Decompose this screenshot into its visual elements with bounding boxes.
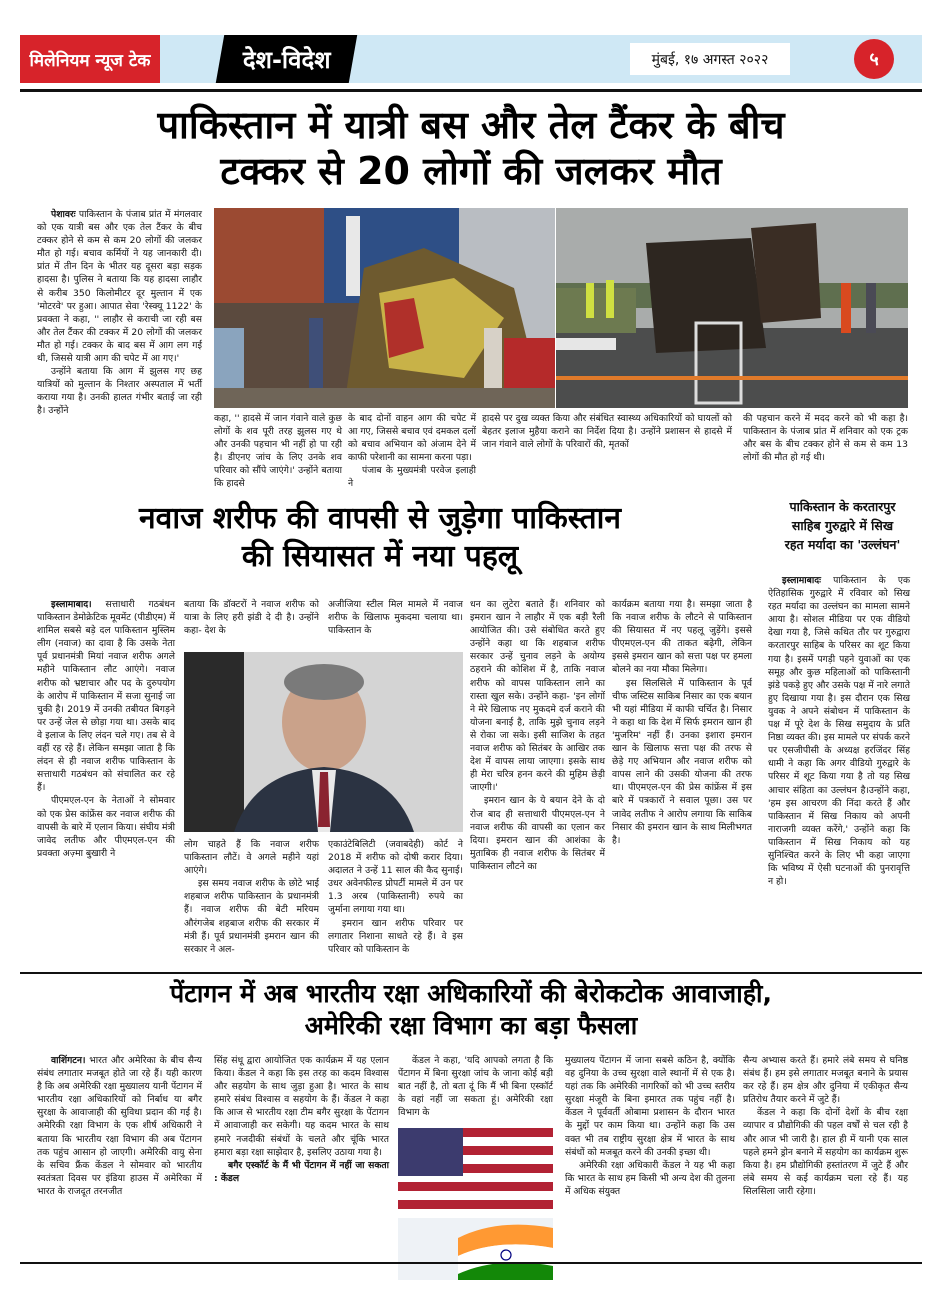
paragraph: मुख्यालय पेंटागन में जाना सबसे कठिन है, क्योंकि वह दुनिया के उच्च सुरक्षा वाले स्थानों में से एक है। यहां तक कि अमेरिकी नागरिकों को भी उच्च स्तरीय सुरक्षा मंजूरी के बिना इमारत तक पहुंच नहीं है। केंडल ने पूर्ववर्ती ओबामा प्रशासन के दौरान भारत के मुद्दों पर काम किया था। उन्होंने कहा कि उस वक्त भी तब राष्ट्रीय सुरक्षा क्षेत्र में भारत के साथ संबंधों को मजबूत करने की उनकी इच्छा थी। (565, 1055, 735, 1158)
story3-headline (760, 497, 925, 554)
headline-line: की सियासत में नया पहलू (241, 539, 519, 574)
story2-column-1 (37, 598, 175, 860)
paragraph: केंडल ने कहा, 'यदि आपको लगता है कि पेंटागन में बिना सुरक्षा जांच के जाना कोई बड़ी बात नहीं है, तो बता दूं कि मैं भी बिना एस्कॉर्ट के वहां नहीं जा सकता हूं। अमेरिकी रक्षा विभाग के (398, 1055, 553, 1119)
crashed-bus-image (214, 208, 555, 408)
headline-line: टक्कर से 20 लोगों की जलकर मौत (220, 149, 722, 194)
paragraph: सत्ताधारी गठबंधन पाकिस्तान डेमोक्रेटिक मूवमेंट (पीडीएम) में शामिल सबसे बड़े दल पाकिस्तान मुस्लिम लीग (नवाज) का दावा है कि उसके नेता पूर्व प्रधानमंत्री मियां नवाज शरीफ अगले महीने पाकिस्तान लौट आएंगे। नवाज शरीफ को भ्रष्टाचार और पद के दुरुपयोग के आरोप में पाकिस्तान में सजा सुनाई जा चुकी है। 2019 में उनकी तबीयत बिगड़ने पर उन्हें जेल से छोड़ा गया था। उसके बाद वे इलाज के लिए लंदन चले गए। तब से वे वहीं रह रहे हैं। लेकिन समझा जाता है कि लंदन से ही नवाज शरीफ पाकिस्तान के सत्ताधारी गठबंधन को संचालित कर रहे हैं। (37, 599, 175, 794)
section-divider (20, 972, 922, 974)
dateline: पेशावरः (51, 209, 76, 220)
dateline: वाशिंगटन। (51, 1055, 86, 1066)
subheading: बगैर एस्कॉर्ट के मैं भी पेंटागन में नहीं जा सकता : केंडल (214, 1159, 389, 1184)
paragraph: धन का लुटेरा बताते हैं। शनिवार को इमरान खान ने लाहौर में एक बड़ी रैली आयोजित की। उसे संबोधित करते हुए उन्होंने कहा था कि शहबाज शरीफ सरकार उन्हें चुनाव लड़ने के अयोग्य ठहराने की कोशिश में है, ताकि नवाज शरीफ को वापस पाकिस्तान लाने का रास्ता खुल सके। उन्होंने कहा- 'इन लोगों ने मेरे खिलाफ नए मुकदमे दर्ज कराने की योजना बनाई है, ताकि मुझे चुनाव लड़ने से रोका जा सके। इसी साजिश के तहत नवाज शरीफ को सितंबर के आखिर तक देश में वापस लाया जाएगा। इसके साथ ही मेरा चरित्र हनन करने की मुहिम छेड़ी जाएगी।' (470, 599, 605, 794)
headline-line: नवाज शरीफ की वापसी से जुड़ेगा पाकिस्तान (138, 501, 621, 536)
section-title (216, 35, 357, 83)
story4-column-3 (398, 1054, 553, 1119)
story4-photo (398, 1128, 553, 1280)
headline-line: रहत मर्यादा का 'उल्लंघन' (784, 537, 901, 552)
paragraph: इमरान खान शरीफ परिवार पर लगातार निशाना साधते रहे हैं। वे इस परिवार को पाकिस्तान के (328, 917, 463, 955)
story2-column-3-bottom (328, 838, 463, 956)
paragraph: भारत और अमेरिका के बीच सैन्य संबंध लगातार मजबूत होते जा रहे हैं। यही कारण है कि अब अमेरिकी रक्षा मुख्यालय यानी पेंटागन में भारतीय रक्षा अधिकारियों को निर्बाध या बगैर सुरक्षा के आवाजाही की सुविधा प्रदान की गई है। अमेरिकी रक्षा विभाग के एक शीर्ष अधिकारी ने बताया कि भारतीय रक्षा विभाग की अब पेंटागन तक पहुंच आसान हो जाएगी। अमेरिकी वायु सेना के सचिव फ्रैंक केंडल ने सोमवार को भारतीय स्वतंत्रता दिवस पर इंडिया हाउस में अमेरिका में भारत के राजदूत तरनजीत (37, 1055, 202, 1197)
paragraph: पाकिस्तान के एक ऐतिहासिक गुरुद्वारे में रविवार को सिख रहत मर्यादा का उल्लंघन का मामला सामने आया है। सोशल मीडिया पर एक वीडियो देखा गया है, जिसे कथित तौर पर गुरुद्वारा करतारपुर साहिब के परिसर का शूट किया गया है। इसमें पगड़ी पहने युवाओं का एक समूह और कुछ महिलाओं को पाकिस्तानी झंडे पकड़े हुए और उसके पक्ष में नारे लगाते हुए दिखाया गया है। इस दौरान एक सिख युवक ने अपने संबोधन में पाकिस्तान के पक्ष में पूरे देश के सिख समुदाय के प्रति निष्ठा व्यक्त की। इस मामले पर संपर्क करने पर एसजीपीसी के अध्यक्ष हरजिंदर सिंह धामी ने कहा कि अगर वीडियो गुरुद्वारे के परिसर में शूट किया गया है तो यह सिख आचार संहिता का उल्लंघन है।उन्होंने कहा, 'हम इस आचरण की निंदा करते हैं और पाकिस्तान में सिख निकाय को अपनी नाराजगी व्यक्त करेंगे,' उन्होंने कहा कि पाकिस्तान में सिख निकाय को यह सुनिश्चित करने के लिए भी कहा जाएगा कि भविष्य में ऐसी घटनाओं की पुनरावृत्ति न हो। (768, 575, 911, 888)
paragraph: बताया कि डॉक्टरों ने नवाज शरीफ को यात्रा के लिए हरी झंडी दे दी है। उन्होंने कहा- देश के (184, 599, 319, 637)
story1-headline (20, 102, 922, 195)
headline-line: पेंटागन में अब भारतीय रक्षा अधिकारियों की बेरोकटोक आवाजाही, (170, 979, 772, 1008)
story1-photo-burnt (556, 208, 908, 408)
story4-column-1 (37, 1054, 202, 1198)
story2-column-4 (470, 598, 605, 873)
paragraph: सैन्य अभ्यास करते हैं। हमारे लंबे समय से घनिष्ठ संबंध हैं। हम इसे लगातार मजबूत बनाने के प्रयास कर रहे हैं। हम क्षेत्र और दुनिया में एकीकृत सैन्य प्रतिरोध तैयार करने में जुटे हैं। (743, 1055, 908, 1106)
paragraph: केंडल ने कहा कि दोनों देशों के बीच रक्षा व्यापार व प्रौद्योगिकी की पहल वर्षों से चल रही है और आज भी जारी है। हाल ही में यानी एक साल पहले हमने ड्रोन बनाने में सहयोग का कार्यक्रम शुरू किया है। हम प्रौद्योगिकी हस्तांतरण में जुटे हैं और लंबे समय से कई कार्यक्रम चला रहे हैं। यह सिलसिला जारी रहेगा। (743, 1107, 908, 1197)
paragraph: कहा, '' हादसे में जान गंवाने वाले कुछ लोगों के शव पूरी तरह झुलस गए थे और उनकी पहचान भी नहीं हो पा रही है। डीएनए जांच के लिए उनके शव परिवार को सौंपे जाएंगे।' उन्होंने बताया कि हादसे (214, 413, 342, 490)
paragraph: की पहचान करने में मदद करने को भी कहा है। पाकिस्तान के पंजाब प्रांत में शनिवार को एक ट्रक और बस के बीच टक्कर होने से कम से कम 13 लोगों की मौत हो गई थी। (743, 413, 908, 464)
paragraph: सिंह संधू द्वारा आयोजित एक कार्यक्रम में यह एलान किया। केंडल ने कहा कि इस तरह का कदम विश्वास और सहयोग के साथ जुड़ा हुआ है। भारत के साथ हमारे संबंध विश्वास व सहयोग के हैं। केंडल ने कहा कि आज से भारतीय रक्षा टीम बगैर सुरक्षा के पेंटागन में आवाजाही कर सकेगी। यह कदम भारत के साथ हमारे नजदीकी संबंधों के चलते और चूंकि भारत हमारा बड़ा रक्षा साझेदार है, इसलिए उठाया गया है। (214, 1055, 389, 1158)
paragraph: पाकिस्तान के पंजाब प्रांत में मंगलवार को एक यात्री बस और एक तेल टैंकर के बीच टक्कर होने से कम से कम 20 लोगों की जलकर मौत हो गई। बचाव कर्मियों ने यह जानकारी दी। प्रांत में तीन दिन के भीतर यह दूसरा बड़ा सड़क हादसा है। पुलिस ने बताया कि यह हादसा लाहौर से करीब 350 किलोमीटर दूर मुल्तान में एक 'मोटरवे' पर हुआ। आपात सेवा 'रेस्क्यू 1122' के प्रवक्ता ने कहा, '' लाहौर से कराची जा रही बस और तेल टैंकर की टक्कर में 20 लोगों की जलकर मौत हो गई। टक्कर के बाद बस में आग लग गई थी, जिससे यात्री आग की चपेट में आ गए।' (37, 209, 203, 365)
masthead (20, 35, 922, 83)
paragraph: एकाउंटेबिलिटी (जवाबदेही) कोर्ट ने 2018 में शरीफ को दोषी करार दिया। अदालत ने उन्हें 11 साल की कैद सुनाई। उधर अवेनफील्ड प्रोपर्टी मामले में उन पर 1.3 अरब (पाकिस्तानी) रुपये का जुर्माना लगाया गया था। (328, 839, 463, 916)
story4-headline (20, 978, 922, 1042)
us-india-flags-image (398, 1128, 553, 1280)
story4-column-2 (214, 1054, 389, 1185)
paragraph: इमरान खान के ये बयान देने के दो रोज बाद ही सत्ताधारी पीएमएल-एन ने नवाज शरीफ की वापसी का एलान कर दिया। इमरान खान की आशंका के मुताबिक ही नवाज शरीफ के सितंबर में पाकिस्तान लौटने का (470, 795, 605, 872)
dateline: इस्लामाबादः (782, 575, 821, 586)
page-number-badge: ५ (854, 39, 894, 79)
paragraph: कार्यक्रम बताया गया है। समझा जाता है कि नवाज शरीफ के लौटने से पाकिस्तान की सियासत में नए पहलू जुड़ेंगे। इससे पीएमएल-एन की ताकत बढ़ेगी, लेकिन इससे इमरान खान को सत्ता पक्ष पर हमला बोलने का नया मौका मिलेगा। (612, 599, 752, 676)
paragraph: अजीजिया स्टील मिल मामले में नवाज शरीफ के खिलाफ मुकदमा चलाया था। पाकिस्तान के (328, 599, 463, 637)
story1-column-4 (482, 412, 732, 451)
headline-line: पाकिस्तान के करतारपुर (789, 499, 896, 514)
story4-column-4 (565, 1054, 735, 1198)
story2-column-2-top (184, 598, 319, 637)
burnt-bus-image (556, 208, 908, 408)
story2-column-5 (612, 598, 752, 847)
story1-column-1 (37, 208, 202, 418)
paragraph: हादसे पर दुख व्यक्त किया और संबंधित स्वास्थ्य अधिकारियों को घायलों को बेहतर इलाज मुहैया कराने का निर्देश दिया है। उन्होंने प्रशासन से हादसे में जान गंवाने वाले लोगों के परिवारों की, मृतकों (482, 413, 732, 451)
story1-column-2 (214, 412, 342, 491)
headline-line: साहिब गुरुद्वारे में सिख (791, 518, 894, 533)
brand-logo (20, 35, 160, 83)
story1-column-3 (348, 412, 476, 491)
nawaz-sharif-portrait-image (184, 652, 463, 832)
brand-name: मिलेनियम न्यूज टेक (29, 50, 151, 71)
masthead-rule (20, 89, 922, 92)
story2-headline (20, 500, 740, 576)
paragraph: इस समय नवाज शरीफ के छोटे भाई शहबाज शरीफ पाकिस्तान के प्रधानमंत्री हैं। नवाज शरीफ की बेटी मरियम औरंगजेब शहबाज शरीफ की सरकार में मंत्री हैं। पूर्व प्रधानमंत्री इमरान खान की सरकार ने अल- (184, 878, 319, 955)
story3-body (768, 574, 910, 888)
paragraph: पंजाब के मुख्यमंत्री परवेज इलाही ने (348, 465, 476, 490)
section-label: देश-विदेश (242, 45, 331, 74)
footer-rule (20, 1262, 922, 1264)
paragraph: इस सिलसिले में पाकिस्तान के पूर्व चीफ जस्टिस साकिब निसार का एक बयान भी यहां मीडिया में काफी चर्चित है। निसार ने कहा था कि देश में सिर्फ इमरान खान ही 'मुजरिम' नहीं हैं। उनका इशारा इमरान खान के खिलाफ सत्ता पक्ष की तरफ से छेड़े गए अभियान और नवाज शरीफ को वापस लाने की उसकी योजना की तरफ था। पीएमएल-एन की प्रेस कांफ्रेंस में इस बारे में पत्रकारों ने सवाल पूछा। उस पर जावेद लतीफ ने आरोप लगाया कि साकिब निसार की इमरान खान के साथ मिलीभगत है। (612, 677, 752, 846)
story2-column-2-bottom (184, 838, 319, 956)
dateline: इस्लामाबाद। (51, 599, 92, 610)
paragraph: अमेरिकी रक्षा अधिकारी केंडल ने यह भी कहा कि भारत के साथ हम किसी भी अन्य देश की तुलना में अधिक संयुक्त (565, 1159, 735, 1197)
edition-dateline: मुंबई, १७ अगस्त २०२२ (630, 43, 790, 75)
paragraph: पीएमएल-एन के नेताओं ने सोमवार को एक प्रेस कांफ्रेंस कर नवाज शरीफ की वापसी के बारे में एलान किया। संघीय मंत्री जावेद लतीफ और पीएमएल-एन की प्रवक्ता अज़्मा बुखारी ने (37, 795, 175, 859)
paragraph: उन्होंने बताया कि आग में झुलस गए छह यात्रियों को मुल्तान के निश्तार अस्पताल में भर्ती कराया गया है। उनकी हालत गंभीर बताई जा रही है। उन्होंने (37, 366, 202, 417)
paragraph: के बाद दोनों वाहन आग की चपेट में आ गए, जिससे बचाव एवं दमकल दलों को बचाव अभियान को अंजाम देने में काफी परेशानी का सामना करना पड़ा। (348, 413, 476, 464)
story1-photo-crash (214, 208, 555, 408)
story2-photo (184, 652, 463, 832)
headline-line: अमेरिकी रक्षा विभाग का बड़ा फैसला (304, 1011, 638, 1040)
story2-column-3-top (328, 598, 463, 637)
story1-column-5 (743, 412, 908, 464)
headline-line: पाकिस्तान में यात्री बस और तेल टैंकर के बीच (157, 103, 785, 147)
story4-column-5 (743, 1054, 908, 1198)
paragraph: लोग चाहते हैं कि नवाज शरीफ पाकिस्तान लौटें। वे अगले महीने यहां आएंगे। (184, 839, 319, 877)
